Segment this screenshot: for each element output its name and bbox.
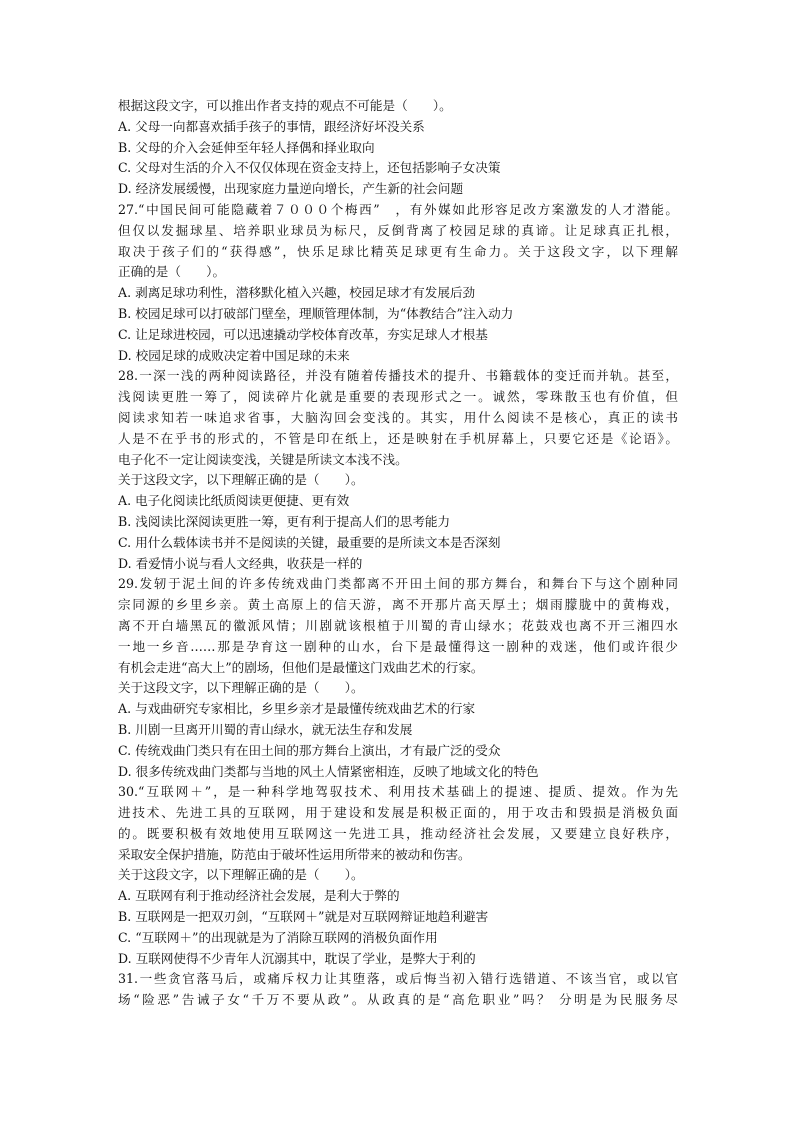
question-28-prompt: 关于这段文字，以下理解正确的是（ ）。	[118, 472, 364, 488]
question-30-option-d: D. 互联网使得不少青年人沉溺其中，耽误了学业，是弊大于利的	[118, 950, 476, 966]
question-27-text: 27.“中国民间可能隐藏着７０００个梅西” ，有外媒如此形容足改方案激发的人才潜能。	[118, 201, 678, 217]
question-31-text: 场“险恶”告诫子女“千万不要从政”。从政真的是“高危职业”吗？ 分明是为民服务尽	[118, 992, 678, 1008]
question-30-text: 进技术、先进工具的互联网，用于建设和发展是积极正面的，用于攻击和毁损是消极负面	[118, 805, 678, 821]
question-27-text: 正确的是（ ）。	[118, 264, 226, 280]
question-30-option-b: B. 互联网是一把双刃剑，“互联网＋”就是对互联网辩证地趋利避害	[118, 909, 489, 925]
question-29-text: 宗同源的乡里乡亲。黄土高原上的信天游，离不开那片高天厚土；烟雨朦胧中的黄梅戏，	[118, 597, 678, 613]
question-28-text: 浅阅读更胜一筹了，阅读碎片化就是重要的表现形式之一。诚然，零珠散玉也有价值，但	[118, 389, 678, 405]
question-29-option-d: D. 很多传统戏曲门类都与当地的风土人情紧密相连，反映了地域文化的特色	[118, 763, 539, 779]
question-29-text: 离不开白墙黑瓦的徽派风情；川剧就该根植于川蜀的青山绿水；花鼓戏也离不开三湘四水	[118, 617, 678, 633]
question-30-prompt: 关于这段文字，以下理解正确的是（ ）。	[118, 867, 364, 883]
question-27-text: 取决于孩子们的“获得感”，快乐足球比精英足球更有生命力。关于这段文字，以下理解	[118, 243, 678, 259]
question-27-text: 但仅以发掘球星、培养职业球员为标尺，反倒背离了校园足球的真谛。让足球真正扎根，	[118, 222, 678, 238]
document-page	[118, 96, 678, 1011]
question-31-text: 31.一些贪官落马后，或痛斥权力让其堕落，或后悔当初入错行选错道、不该当官，或以官	[118, 971, 678, 987]
question-29-option-b: B. 川剧一旦离开川蜀的青山绿水，就无法生存和发展	[118, 721, 413, 737]
option-c: C. 父母对生活的介入不仅仅体现在资金支持上，还包括影响子女决策	[118, 160, 501, 176]
option-b: B. 父母的介入会延伸至年轻人择偶和择业取向	[118, 139, 375, 155]
question-30-option-c: C. “互联网＋”的出现就是为了消除互联网的消极负面作用	[118, 929, 438, 945]
question-29-text: 有机会走进“高大上”的剧场，但他们是最懂这门戏曲艺术的行家。	[118, 659, 484, 675]
question-28-text: 电子化不一定让阅读变浅，关键是所读文本浅不浅。	[118, 451, 408, 467]
question-29-prompt: 关于这段文字，以下理解正确的是（ ）。	[118, 680, 364, 696]
question-29-text: 29.发轫于泥土间的许多传统戏曲门类都离不开田土间的那方舞台，和舞台下与这个剧种同	[118, 576, 678, 592]
question-28-text: 阅读求知若一味追求省事，大脑沟回会变浅的。其实，用什么阅读不是核心，真正的读书	[118, 409, 678, 425]
question-28-text: 28.一深一浅的两种阅读路径，并没有随着传播技术的提升、书籍载体的变迁而并轨。甚至，	[118, 368, 678, 384]
question-28-option-c: C. 用什么载体读书并不是阅读的关键，最重要的是所读文本是否深刻	[118, 534, 501, 550]
question-29-option-a: A. 与戏曲研究专家相比，乡里乡亲才是最懂传统戏曲艺术的行家	[118, 701, 476, 717]
question-27-option-a: A. 剥离足球功利性，潜移默化植入兴趣，校园足球才有发展后劲	[118, 285, 476, 301]
question-30-option-a: A. 互联网有利于推动经济社会发展，是利大于弊的	[118, 888, 400, 904]
question-28-text: 人是不在乎书的形式的，不管是印在纸上，还是映射在手机屏幕上，只要它还是《论语》。	[118, 430, 678, 446]
question-29-text: 一地一乡音……那是孕育这一剧种的山水，台下是最懂得这一剧种的戏迷，他们或许很少	[118, 638, 678, 654]
option-d: D. 经济发展缓慢，出现家庭力量逆向增长，产生新的社会问题	[118, 181, 464, 197]
question-28-option-d: D. 看爱情小说与看人文经典，收获是一样的	[118, 555, 363, 571]
question-30-text: 采取安全保护措施，防范由于破坏性运用所带来的被动和伤害。	[118, 846, 471, 862]
question-27-option-d: D. 校园足球的成败决定着中国足球的未来	[118, 347, 350, 363]
option-a: A. 父母一向都喜欢插手孩子的事情，跟经济好坏没关系	[118, 118, 425, 134]
question-28-option-b: B. 浅阅读比深阅读更胜一筹，更有利于提高人们的思考能力	[118, 513, 451, 529]
question-29-option-c: C. 传统戏曲门类只有在田土间的那方舞台上演出，才有最广泛的受众	[118, 742, 501, 758]
question-27-option-b: B. 校园足球可以打破部门壁垒，理顺管理体制，为“体教结合”注入动力	[118, 305, 514, 321]
question-28-option-a: A. 电子化阅读比纸质阅读更便捷、更有效	[118, 493, 350, 509]
question-30-text: 30.“互联网＋”，是一种科学地驾驭技术、利用技术基础上的提速、提质、提效。作为先	[118, 784, 678, 800]
text-line: 根据这段文字，可以推出作者支持的观点不可能是（ ）。	[118, 98, 452, 113]
question-30-text: 的。既要积极有效地使用互联网这一先进工具，推动经济社会发展，又要建立良好秩序，	[118, 825, 678, 841]
question-27-option-c: C. 让足球进校园，可以迅速撬动学校体育改革，夯实足球人才根基	[118, 326, 488, 342]
